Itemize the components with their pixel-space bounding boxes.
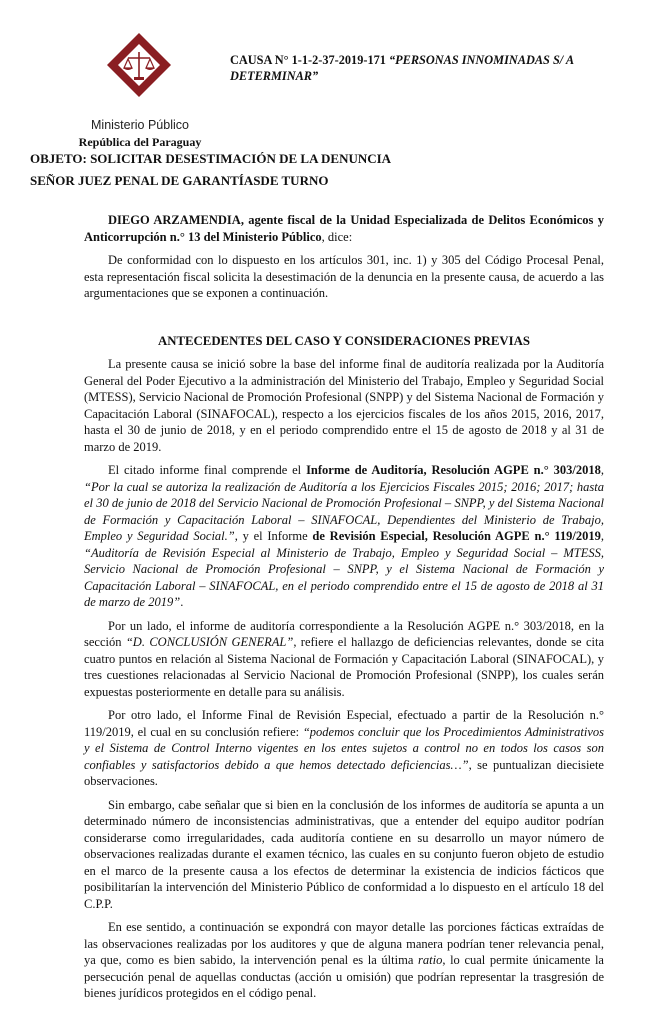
- text: , lo cual permite únicamente la persecución penal de aquellas conductas (acción u omisión) que podrían representar la trasgresión de bienes jurídicos protegidos en el código penal.: [84, 953, 604, 1000]
- text: ,: [600, 529, 604, 543]
- text: , se puntualizan diecisiete observaciones.: [84, 757, 604, 788]
- text: Por un lado, el informe de auditoría correspondiente a la Resolución AGPE n.° 303/2018, en la sección: [84, 618, 604, 649]
- quote-italic: “Por la cual se autoriza la realización de Auditoría a los Ejercicios Fiscales 2015; 2016; 2017; hasta el 30 de junio de 2018 del Servicio Nacional de Promoción Profesional – SNPP, y del Sistema Nacional de Formación y Capacitación Laboral – SINAFOCAL, Dependientes del Ministerio de Trabajo, Empleo y Seguridad Social.”: [84, 479, 604, 543]
- text: .: [180, 595, 184, 609]
- case-title: “PERSONAS INNOMINADAS S/ A DETERMINAR”: [230, 53, 574, 83]
- text: El citado informe final comprende el: [108, 463, 307, 477]
- paragraph-revision-especial: [84, 707, 604, 790]
- text: En ese sentido, a continuación se expondrá con mayor detalle las porciones fácticas extraídas de las observaciones realizadas por los auditores y que de alguna manera podrían tener relevancia penal, ya que, como es bien sabido, la intervención penal es la última: [84, 920, 604, 967]
- case-number: CAUSA N° 1-1-2-37-2019-171: [230, 53, 389, 67]
- scales-of-justice-icon: [106, 32, 172, 98]
- objeto-line: OBJETO: SOLICITAR DESESTIMACIÓN DE LA DENUNCIA: [30, 151, 392, 166]
- org-name: Ministerio Público: [91, 118, 189, 132]
- text-bold: Informe de Auditoría, Resolución AGPE n.° 303/2018: [306, 463, 601, 477]
- case-header: [230, 52, 600, 84]
- prosecutor-name: DIEGO ARZAMENDIA, agente fiscal de la Unidad Especializada de Delitos Económicos y Anticorrupción n.° 13 del Ministerio Público: [84, 213, 604, 244]
- text-italic: ratio: [418, 953, 443, 967]
- text: ,: [600, 463, 604, 477]
- intro-paragraph: [84, 212, 604, 245]
- ministerio-logo: [70, 30, 210, 149]
- paragraph-observaciones: Sin embargo, cabe señalar que si bien en la conclusión de los informes de auditoría se apunta a un determinado número de inconsistencias administrativas, que a entender del equipo auditor podrían considerarse como irregularidades, cada auditoría contiene en su desarrollo un mayor número de observaciones realizadas durante el examen técnico, las cuales en su conjunto fueron objeto de estudio en el marco de la presente causa a los efectos de determinar la existencia de indicios fácticos que posibilitarían la intervención del Ministerio Público de conformidad a lo dispuesto en el artículo 18 del C.P.P.: [84, 797, 604, 911]
- text: , refiere el hallazgo de deficiencias relevantes, donde se cita cuatro puntos en relación al Sistema Nacional de Formación y Capacitación Laboral (SINAFOCAL), y tres cuestiones relacionadas al Servicio Nacional de Promoción Profesional (SNPP), los cuales serán expuestas posteriormente en detalle para su análisis.: [84, 635, 604, 699]
- intro-block: [84, 212, 604, 302]
- paragraph-conclusion-general: [84, 618, 604, 701]
- objeto-block: [30, 148, 391, 192]
- org-country: República del Paraguay: [78, 135, 202, 149]
- text: , y el Informe: [234, 529, 313, 543]
- paragraph-relevancia-penal: [84, 919, 604, 1002]
- intro-text: , dice:: [321, 229, 353, 244]
- body-paragraphs: [84, 356, 604, 1002]
- quote-italic: “Auditoría de Revisión Especial al Ministerio de Trabajo, Empleo y Seguridad Social – MTESS, Servicio Nacional de Promoción Profesional – SNPP, y el Sistema Nacional de Formación y Capacitación Laboral – SINAFOCAL, en el periodo comprendido entre el 15 de agosto de 2018 al 31 de marzo de 2019”: [84, 545, 604, 609]
- quote-italic: “podemos concluir que los Procedimientos Administrativos y el Sistema de Control Interno vigentes en los entes sujetos a control no en todos los casos son confiables y satisfactorios debido a que hemos detectado deficiencias…”: [84, 724, 605, 772]
- addressee-line: SEÑOR JUEZ PENAL DE GARANTÍASDE TURNO: [30, 173, 329, 188]
- text: Por otro lado, el Informe Final de Revisión Especial, efectuado a partir de la Resolución n.° 119/2019, el cual en su conclusión refiere:: [84, 708, 604, 739]
- section-heading: ANTECEDENTES DEL CASO Y CONSIDERACIONES PREVIAS: [157, 334, 531, 348]
- paragraph-informe: [84, 462, 604, 611]
- quote-italic: “D. CONCLUSIÓN GENERAL”: [125, 635, 294, 649]
- text-bold: de Revisión Especial, Resolución AGPE n.° 119/2019: [312, 529, 601, 543]
- paragraph-origin: La presente causa se inició sobre la base del informe final de auditoría realizada por la Auditoría General del Poder Ejecutivo a la administración del Ministerio del Trabajo, Empleo y Seguridad Social (MTESS), Servicio Nacional de Promoción Profesional (SNPP) y del Sistema Nacional de Formación y Capacitación Laboral (SINAFOCAL), respecto a los ejercicios fiscales de los años 2015, 2016, 2017, hasta el 30 de junio de 2018, y en el periodo comprendido entre el 15 de agosto de 2018 y al 31 de marzo de 2019.: [84, 357, 604, 454]
- request-paragraph: De conformidad con lo dispuesto en los artículos 301, inc. 1) y 305 del Código Procesal Penal, esta representación fiscal solicita la desestimación de la denuncia en la presente causa, de acuerdo a las argumentaciones que se exponen a continuación.: [84, 253, 604, 300]
